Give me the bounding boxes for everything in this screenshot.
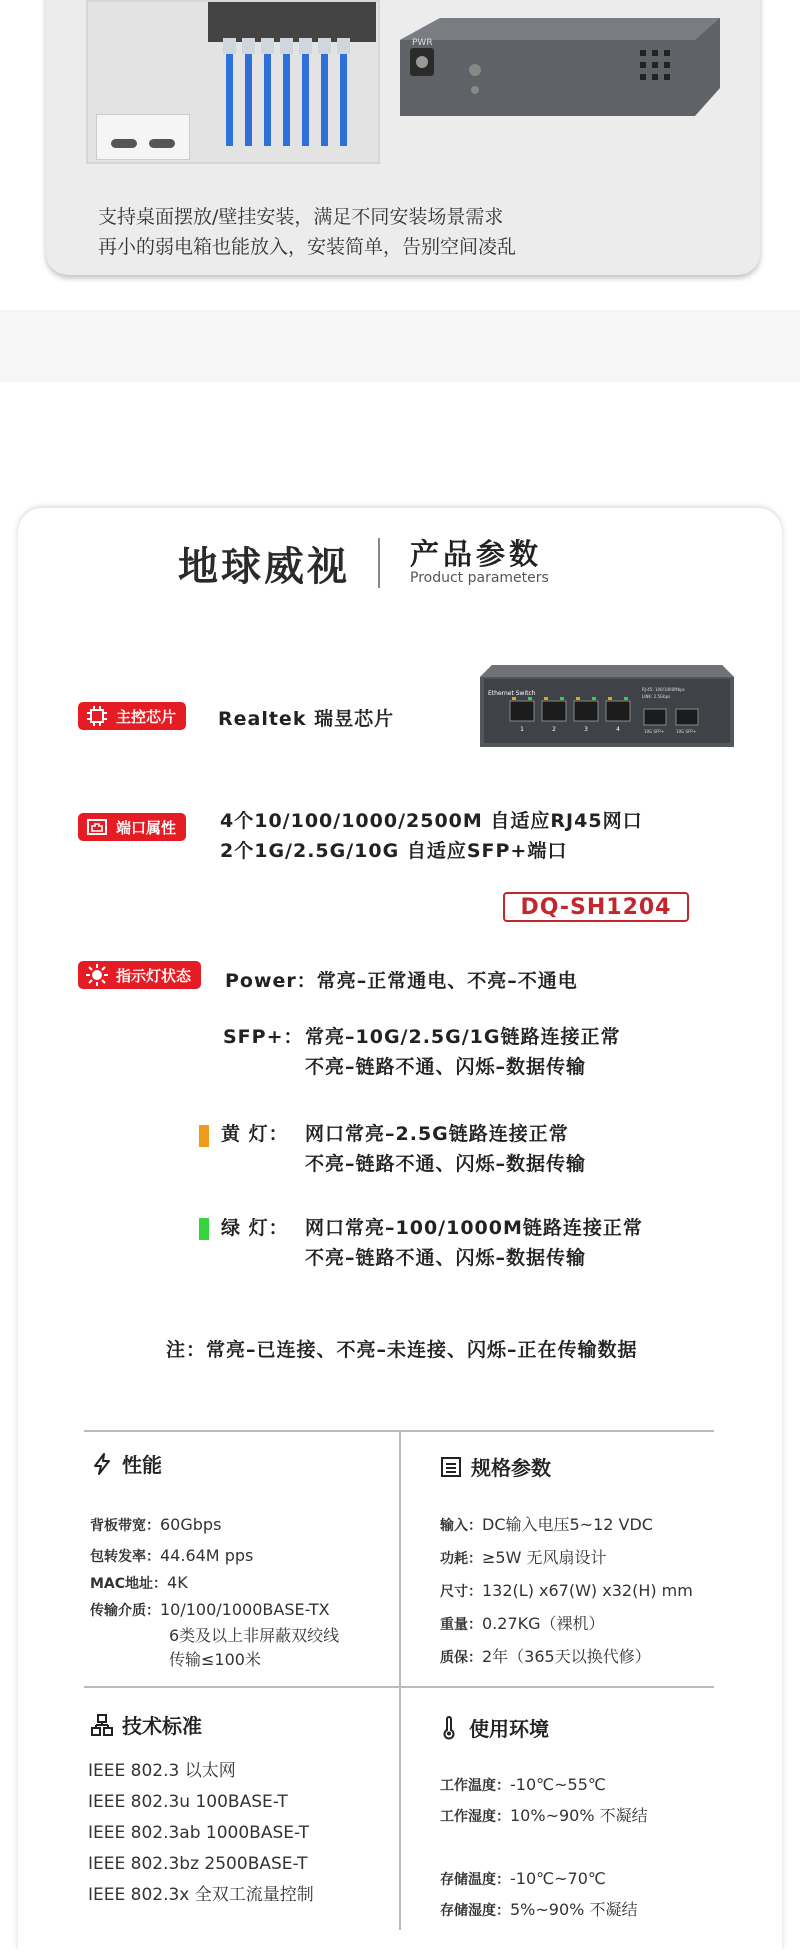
ports-line: 4个10/100/1000/2500M 自适应RJ45网口 (220, 810, 643, 832)
spec-value: -10℃~70℃ (510, 1869, 606, 1888)
description-line: 再小的弱电箱也能放入，安装简单，告别空间凌乱 (98, 236, 517, 258)
spec-value: 10/100/1000BASE-TX (160, 1600, 330, 1619)
performance-title-text: 性能 (122, 1453, 162, 1477)
spec-value: 132(L) x67(W) x32(H) mm (482, 1581, 693, 1600)
ports-line: 2个1G/2.5G/10G 自适应SFP+端口 (220, 840, 568, 862)
spec-key: 传输介质： (90, 1603, 160, 1619)
installation-description (98, 202, 516, 262)
chip-icon (86, 705, 108, 727)
green-led-line: 网口常亮–100/1000M链路连接正常 (305, 1217, 643, 1239)
ports-tag (78, 813, 186, 841)
spec-key: 存储温度： (440, 1872, 510, 1888)
spec-row (440, 1864, 648, 1895)
spec-row (440, 1575, 693, 1608)
spec-key: 质保： (440, 1650, 482, 1666)
spec-row (440, 1801, 648, 1832)
spec-key: 尺寸： (440, 1584, 482, 1600)
spec-key: 工作湿度： (440, 1809, 510, 1825)
spec-value: ≥5W 无风扇设计 (482, 1548, 607, 1567)
cabinet-image (86, 0, 380, 164)
sfp-led-line: 常亮–10G/2.5G/1G链路连接正常 (305, 1026, 621, 1048)
port-label: 1 (520, 726, 524, 733)
led-note: 注：常亮–已连接、不亮–未连接、闪烁–正在传输数据 (166, 1339, 638, 1361)
yellow-led-line: 网口常亮–2.5G链路连接正常 (305, 1123, 569, 1145)
sfp-label: 10G SFP+ (644, 729, 665, 734)
spec-row: 传输≤100米 (169, 1650, 261, 1669)
standard-item: IEEE 802.3u 100BASE-T (88, 1792, 288, 1812)
sfp-label: 10G SFP+ (676, 729, 697, 734)
spec-key: 背板带宽： (90, 1518, 160, 1534)
spec-value: 44.64M pps (160, 1546, 254, 1565)
spec-row (440, 1895, 648, 1926)
spec-key: 包转发率： (90, 1549, 160, 1565)
brand-name: 地球威视 (178, 544, 350, 590)
standard-item: IEEE 802.3bz 2500BASE-T (88, 1854, 308, 1874)
port-icon (86, 816, 108, 838)
yellow-led-marker (199, 1125, 209, 1147)
standards-title-text: 技术标准 (122, 1714, 202, 1738)
parameters-title-text: 规格参数 (471, 1456, 551, 1480)
legend-text: RJ-45: 100/1000Mbps (642, 687, 685, 692)
spec-value: -10℃~55℃ (510, 1775, 606, 1794)
thermometer-icon (437, 1716, 461, 1740)
spec-value: 2年（365天以换代修） (482, 1647, 651, 1666)
spec-row (90, 1597, 339, 1624)
ports-tag-label: 端口属性 (116, 818, 177, 837)
spec-value: 4K (167, 1573, 188, 1592)
performance-list (90, 1512, 339, 1672)
environment-title-text: 使用环境 (469, 1717, 549, 1741)
parameters-list (440, 1509, 693, 1674)
spec-row: 6类及以上非屏蔽双绞线 (169, 1626, 340, 1645)
standards-list (88, 1756, 314, 1911)
chip-value: Realtek 瑞昱芯片 (218, 708, 395, 730)
device-name: Ethernet Switch (488, 690, 536, 697)
ports-value (220, 806, 643, 866)
yellow-led-text (305, 1119, 586, 1179)
standard-item: IEEE 802.3ab 1000BASE-T (88, 1823, 309, 1843)
sfp-led-label: SFP+： (223, 1026, 304, 1048)
model-badge: DQ-SH1204 (503, 892, 689, 922)
spec-key: MAC地址： (90, 1576, 168, 1592)
green-led-line: 不亮–链路不通、闪烁–数据传输 (305, 1247, 587, 1269)
sfp-led-text (305, 1022, 620, 1082)
lightning-icon (90, 1452, 114, 1476)
page-subtitle: Product parameters (410, 570, 549, 586)
green-led-label: 绿 灯： (221, 1217, 289, 1239)
blue-cables-image (218, 38, 368, 146)
spec-row (90, 1512, 339, 1539)
spec-key: 功耗： (440, 1551, 482, 1567)
spec-key: 重量： (440, 1617, 482, 1633)
green-led-marker (199, 1218, 209, 1240)
port-label: 4 (616, 726, 620, 733)
green-led-text (305, 1213, 643, 1273)
environment-list (440, 1770, 648, 1926)
section-gap (0, 310, 800, 382)
list-icon (439, 1455, 463, 1479)
spec-row (90, 1543, 339, 1570)
spec-row (440, 1770, 648, 1801)
spec-row (440, 1509, 693, 1542)
spec-value: 10%~90% 不凝结 (510, 1806, 648, 1825)
spec-value: 0.27KG（裸机） (482, 1614, 605, 1633)
standard-item: IEEE 802.3x 全双工流量控制 (88, 1885, 314, 1905)
chip-tag-label: 主控芯片 (116, 707, 177, 726)
spec-row (440, 1608, 693, 1641)
sfp-led-line: 不亮–链路不通、闪烁–数据传输 (305, 1056, 587, 1078)
port-label: 2 (552, 726, 556, 733)
spec-row (440, 1542, 693, 1575)
sun-icon (86, 964, 108, 986)
description-line: 支持桌面摆放/壁挂安装，满足不同安装场景需求 (98, 206, 504, 228)
yellow-led-label: 黄 灯： (221, 1123, 289, 1145)
spec-key: 输入： (440, 1518, 482, 1534)
page-title: 产品参数 (410, 537, 543, 571)
parameters-title (439, 1452, 551, 1481)
spec-key: 存储湿度： (440, 1903, 510, 1919)
switch-front-image (480, 665, 734, 747)
legend-text: LINK: 2.5Gbps (642, 694, 671, 699)
hierarchy-icon (90, 1713, 114, 1737)
header-divider (378, 538, 380, 588)
spec-value: 60Gbps (160, 1515, 222, 1534)
standards-title (90, 1710, 202, 1739)
led-tag-label: 指示灯状态 (116, 966, 192, 985)
pwr-label: PWR (412, 38, 433, 48)
spec-key: 工作温度： (440, 1778, 510, 1794)
environment-title (437, 1713, 549, 1742)
spec-row (440, 1641, 693, 1674)
port-label: 3 (584, 726, 588, 733)
yellow-led-line: 不亮–链路不通、闪烁–数据传输 (305, 1153, 587, 1175)
cabinet-switch (208, 2, 376, 42)
chip-tag (78, 702, 186, 730)
cabinet-panel (96, 114, 190, 160)
spec-value: DC输入电压5~12 VDC (482, 1515, 653, 1534)
performance-title (90, 1449, 162, 1478)
switch-side-image (400, 10, 720, 130)
grid-line-vertical (399, 1430, 401, 1930)
led-tag (78, 961, 201, 989)
power-led-text: Power：常亮–正常通电、不亮–不通电 (225, 970, 578, 992)
spec-row (90, 1570, 339, 1597)
standard-item: IEEE 802.3 以太网 (88, 1761, 236, 1781)
spec-value: 5%~90% 不凝结 (510, 1900, 638, 1919)
